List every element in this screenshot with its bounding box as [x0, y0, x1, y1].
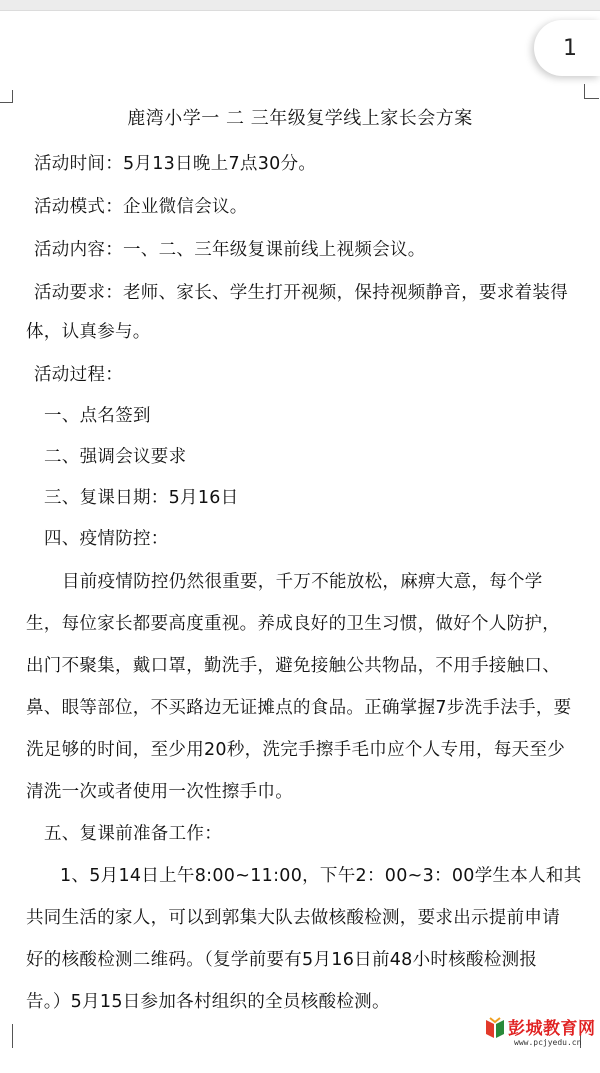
document-title: 鹿湾小学一 二 三年级复学线上家长会方案 — [127, 108, 473, 129]
text-line-epidemic-5: 洗足够的时间，至少用20秒，洗完手擦手毛巾应个人专用，每天至少 — [26, 740, 566, 760]
page-number-badge[interactable] — [534, 20, 600, 76]
text-line-epidemic-1: 目前疫情防控仍然很重要，千万不能放松，麻痹大意，每个学 — [62, 572, 543, 592]
text-line-step-4: 四、疫情防控： — [44, 529, 169, 549]
top-toolbar-edge — [0, 0, 600, 11]
watermark-name: 彭城教育网 — [508, 1019, 596, 1039]
crop-mark-top-left — [0, 90, 13, 103]
text-line-prep-4: 告。）5月15日参加各村组织的全员核酸检测。 — [26, 992, 390, 1012]
text-line-epidemic-2: 生，每位家长都要高度重视。养成良好的卫生习惯，做好个人防护， — [26, 614, 560, 634]
text-line-activity-content: 活动内容：一、二、三年级复课前线上视频会议。 — [34, 240, 426, 260]
crop-mark-bottom-left — [0, 1024, 13, 1048]
text-line-epidemic-4: 鼻、眼等部位，不买路边无证摊点的食品。正确掌握7步洗手法手，要 — [26, 698, 572, 718]
crop-mark-top-right — [584, 84, 599, 99]
text-line-step-3: 三、复课日期：5月16日 — [44, 488, 239, 508]
text-line-epidemic-3: 出门不聚集，戴口罩，勤洗手，避免接触公共物品，不用手接触口、 — [26, 656, 560, 676]
watermark-url: www.pcjyedu.cn — [514, 1038, 582, 1047]
text-line-epidemic-6: 清洗一次或者使用一次性擦手巾。 — [26, 782, 293, 802]
text-line-prep-3: 好的核酸检测二维码。（复学前要有5月16日前48小时核酸检测报 — [26, 950, 538, 970]
book-icon — [484, 1016, 506, 1040]
text-line-process: 活动过程： — [34, 365, 123, 385]
text-line-step-1: 一、点名签到 — [44, 406, 151, 426]
watermark-logo — [484, 1010, 596, 1054]
page-number: 1 — [563, 35, 577, 61]
text-line-step-2: 二、强调会议要求 — [44, 447, 187, 467]
text-line-requirement-cont: 体，认真参与。 — [26, 322, 151, 342]
text-line-prep-1: 1、5月14日上午8:00~11:00，下午2：00~3：00学生本人和其 — [60, 866, 582, 886]
text-line-activity-requirement: 活动要求：老师、家长、学生打开视频，保持视频静音，要求着装得 — [34, 283, 568, 303]
text-line-prep-2: 共同生活的家人，可以到郭集大队去做核酸检测，要求出示提前申请 — [26, 908, 560, 928]
text-line-step-5: 五、复课前准备工作： — [44, 824, 222, 844]
text-line-activity-time: 活动时间：5月13日晚上7点30分。 — [34, 154, 317, 174]
text-line-activity-mode: 活动模式：企业微信会议。 — [34, 197, 248, 217]
